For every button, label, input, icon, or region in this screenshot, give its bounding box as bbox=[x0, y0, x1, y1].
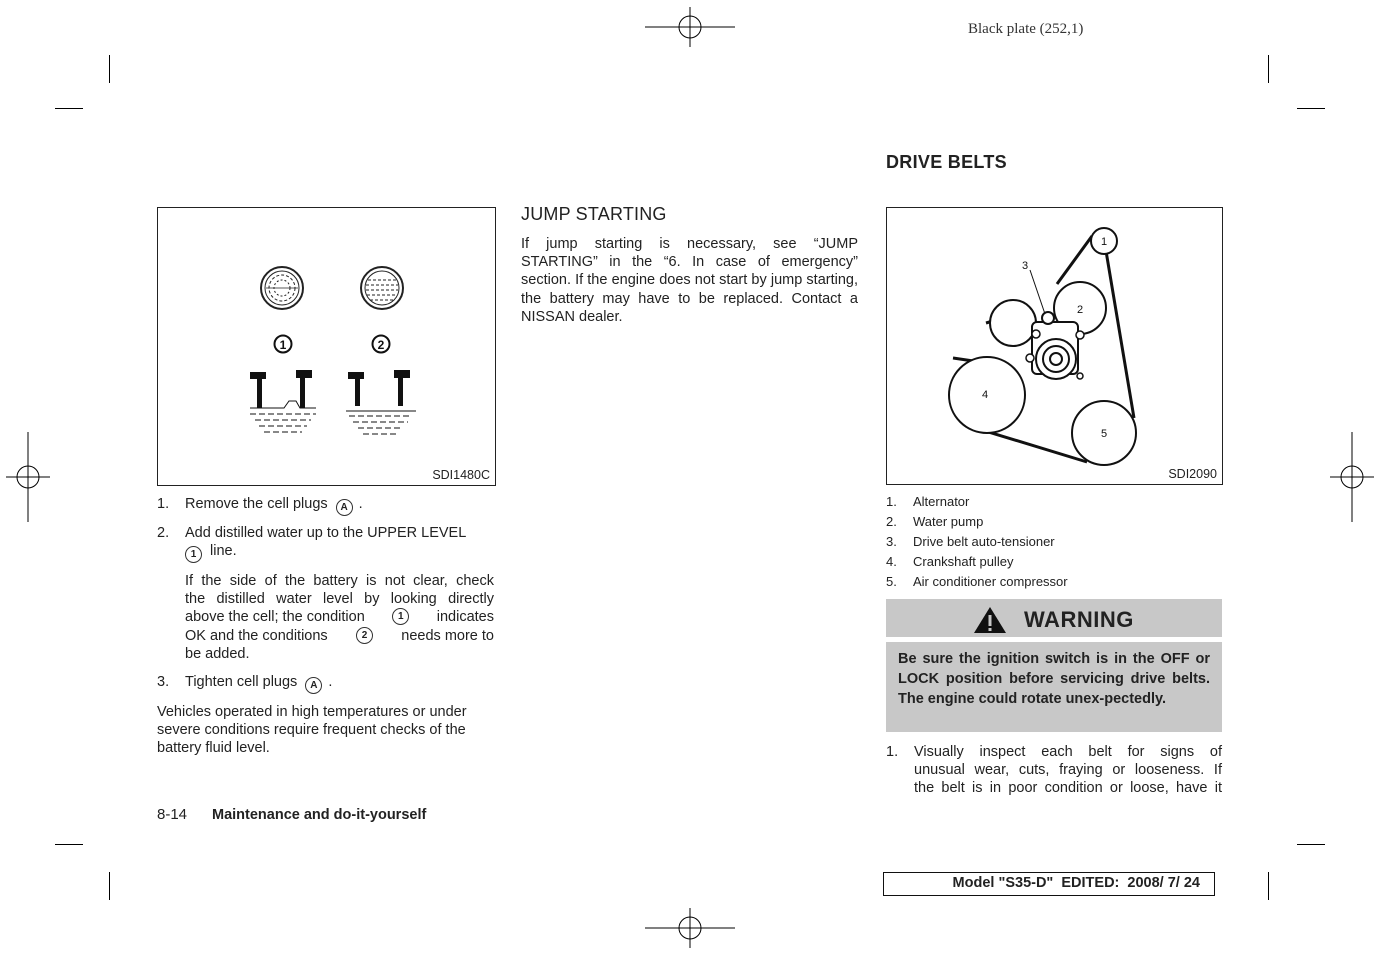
step-number: 3. bbox=[157, 674, 170, 690]
figure-label-4: 4 bbox=[981, 389, 989, 401]
plate-label: Black plate (252,1) bbox=[968, 21, 1084, 37]
marker-a-icon: A bbox=[336, 499, 353, 516]
warning-header bbox=[886, 599, 1222, 637]
figure-label-5: 5 bbox=[1100, 428, 1108, 440]
model-edited-box bbox=[883, 872, 1215, 896]
figure-code: SDI2090 bbox=[1168, 467, 1217, 481]
cell-section-1-icon bbox=[250, 370, 316, 432]
cell-section-2-icon bbox=[346, 370, 416, 434]
battery-fluid-figure bbox=[157, 207, 496, 486]
registration-mark-top bbox=[645, 7, 735, 47]
model-edited-label: Model "S35-D" EDITED: 2008/ 7/ 24 bbox=[952, 875, 1200, 891]
registration-mark-bottom bbox=[645, 908, 735, 948]
figure-label-3: 3 bbox=[1021, 260, 1029, 272]
warning-title: WARNING bbox=[1024, 607, 1134, 632]
figure-label-1: 1 bbox=[1100, 236, 1108, 248]
warning-body: Be sure the ignition switch is in the OFF or LOCK position before servicing drive belts. The engine could rotate unex-pectedly. bbox=[898, 651, 1210, 707]
warning-triangle-icon bbox=[973, 606, 1007, 634]
step-number: 1. bbox=[886, 744, 899, 760]
cell-plug-2-icon bbox=[361, 267, 403, 309]
drive-belt-diagram bbox=[887, 208, 1222, 484]
registration-mark-left bbox=[6, 432, 50, 522]
cell-plug-1-icon bbox=[261, 267, 303, 309]
section-name: Maintenance and do-it-yourself bbox=[212, 807, 427, 823]
step-text: Remove the cell plugs bbox=[185, 496, 328, 512]
warning-box bbox=[886, 599, 1222, 732]
figure-label-1: 1 bbox=[279, 338, 287, 352]
marker-1-icon: 1 bbox=[392, 608, 409, 625]
step-text: Tighten cell plugs bbox=[185, 674, 298, 690]
marker-1-icon: 1 bbox=[185, 546, 202, 563]
drive-belt-figure bbox=[886, 207, 1223, 485]
page-number: 8-14 bbox=[157, 806, 188, 823]
section-heading-drive-belts: DRIVE BELTS bbox=[886, 152, 1007, 172]
registration-mark-right bbox=[1330, 432, 1374, 522]
figure-label-2: 2 bbox=[1076, 304, 1084, 316]
closing-paragraph: Vehicles operated in high temperatures or under severe conditions require frequent checks of the battery fluid level. bbox=[157, 704, 467, 757]
step-text: Add distilled water up to the UPPER LEVEL bbox=[185, 525, 467, 541]
marker-a-icon: A bbox=[305, 677, 322, 694]
step-2-note: If the side of the battery is not clear, check the distilled water level by looking directly above the cell; the condition 1 indicates OK and the conditions 2 needs more to be added. bbox=[185, 573, 494, 662]
auto-tensioner-icon bbox=[1026, 312, 1084, 379]
warning-body-panel bbox=[886, 642, 1222, 732]
battery-cell-illustration bbox=[158, 208, 495, 485]
jump-starting-body: If jump starting is necessary, see “JUMP STARTING” in the “6. In case of emergency” section. If the engine does not start by jump starting, the battery may have to be replaced. Contact a NISSAN dealer. bbox=[521, 236, 858, 325]
marker-2-icon: 2 bbox=[356, 627, 373, 644]
list-item: 2. Add distilled water up to the UPPER LEVEL 1 line. bbox=[157, 524, 494, 564]
figure-label-2: 2 bbox=[377, 338, 385, 352]
section-heading-jump-starting: JUMP STARTING bbox=[521, 204, 667, 224]
figure-code: SDI1480C bbox=[432, 468, 490, 482]
step-number: 1. bbox=[157, 496, 170, 512]
step-number: 2. bbox=[157, 525, 170, 541]
